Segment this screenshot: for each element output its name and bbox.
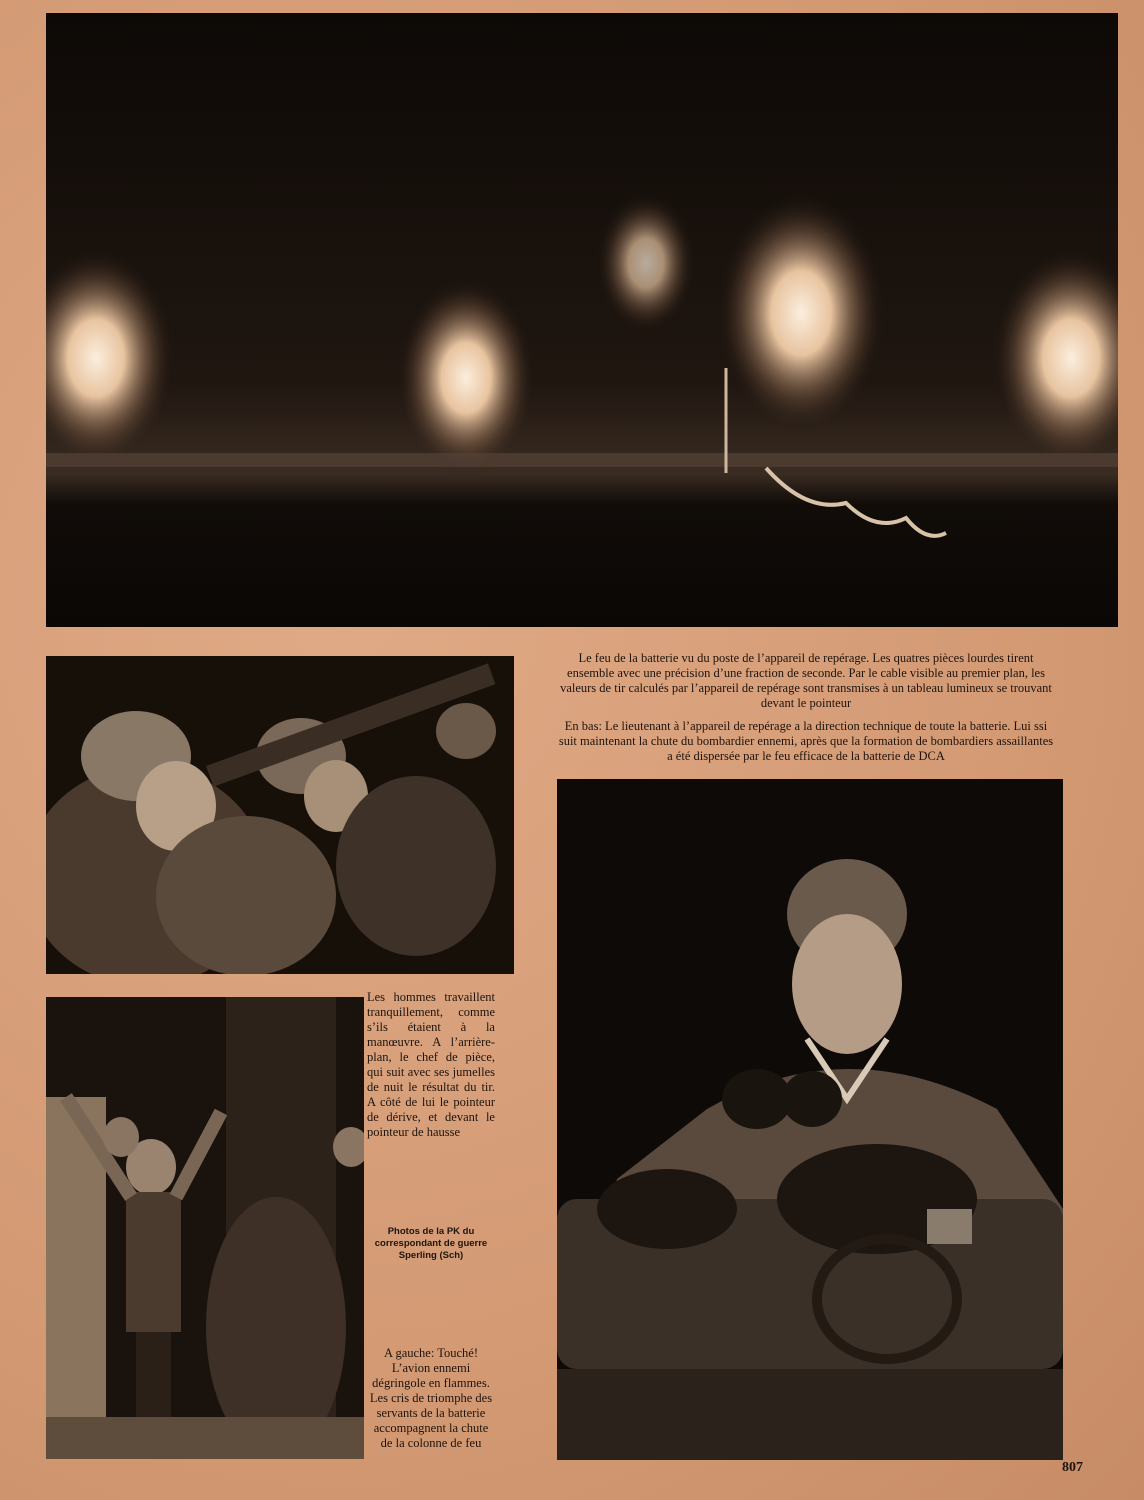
caption-left-photo: A gauche: Touché! L’avion ennemi dégringole en flammes. Les cris de triomphe des servants de la batterie accompagnent la chute de la colonne de feu <box>369 1346 493 1450</box>
photo-credit: Photos de la PK du correspondant de guerre Sperling (Sch) <box>374 1226 488 1261</box>
caption-battery-fire: Le feu de la batterie vu du poste de l’appareil de repérage. Les quatres pièces lourdes tirent ensemble avec une précision d’une fraction de seconde. Par le cable visible au premier plan, les valeurs de tir calculés par l’appareil de repérage sont transmises à un tableau lumineux se trouvant devant le pointeur <box>560 651 1052 710</box>
night-battery-photo <box>46 13 1118 627</box>
victory-crew-photo <box>46 997 364 1459</box>
caption-lieutenant: En bas: Le lieutenant à l’appareil de repérage a la direction technique de toute la batterie. Lui ssi suit maintenant la chute du bombardier ennemi, après que la formation de bombardiers assaillantes a été dispersée par le feu efficace de la batterie de DCA <box>558 719 1054 763</box>
gun-crew-photo <box>46 656 514 974</box>
lieutenant-photo <box>557 779 1063 1460</box>
caption-men-working: Les hommes travaillent tranquillement, comme s’ils étaient à la manœuvre. A l’arrière-plan, le chef de pièce, qui suit avec ses jumelles de nuit le résultat du tir. A côté de lui le pointeur de dérive, et devant le pointeur de hausse <box>367 990 495 1139</box>
page-number: 807 <box>1062 1460 1083 1475</box>
top-photo-caption <box>557 651 1055 764</box>
